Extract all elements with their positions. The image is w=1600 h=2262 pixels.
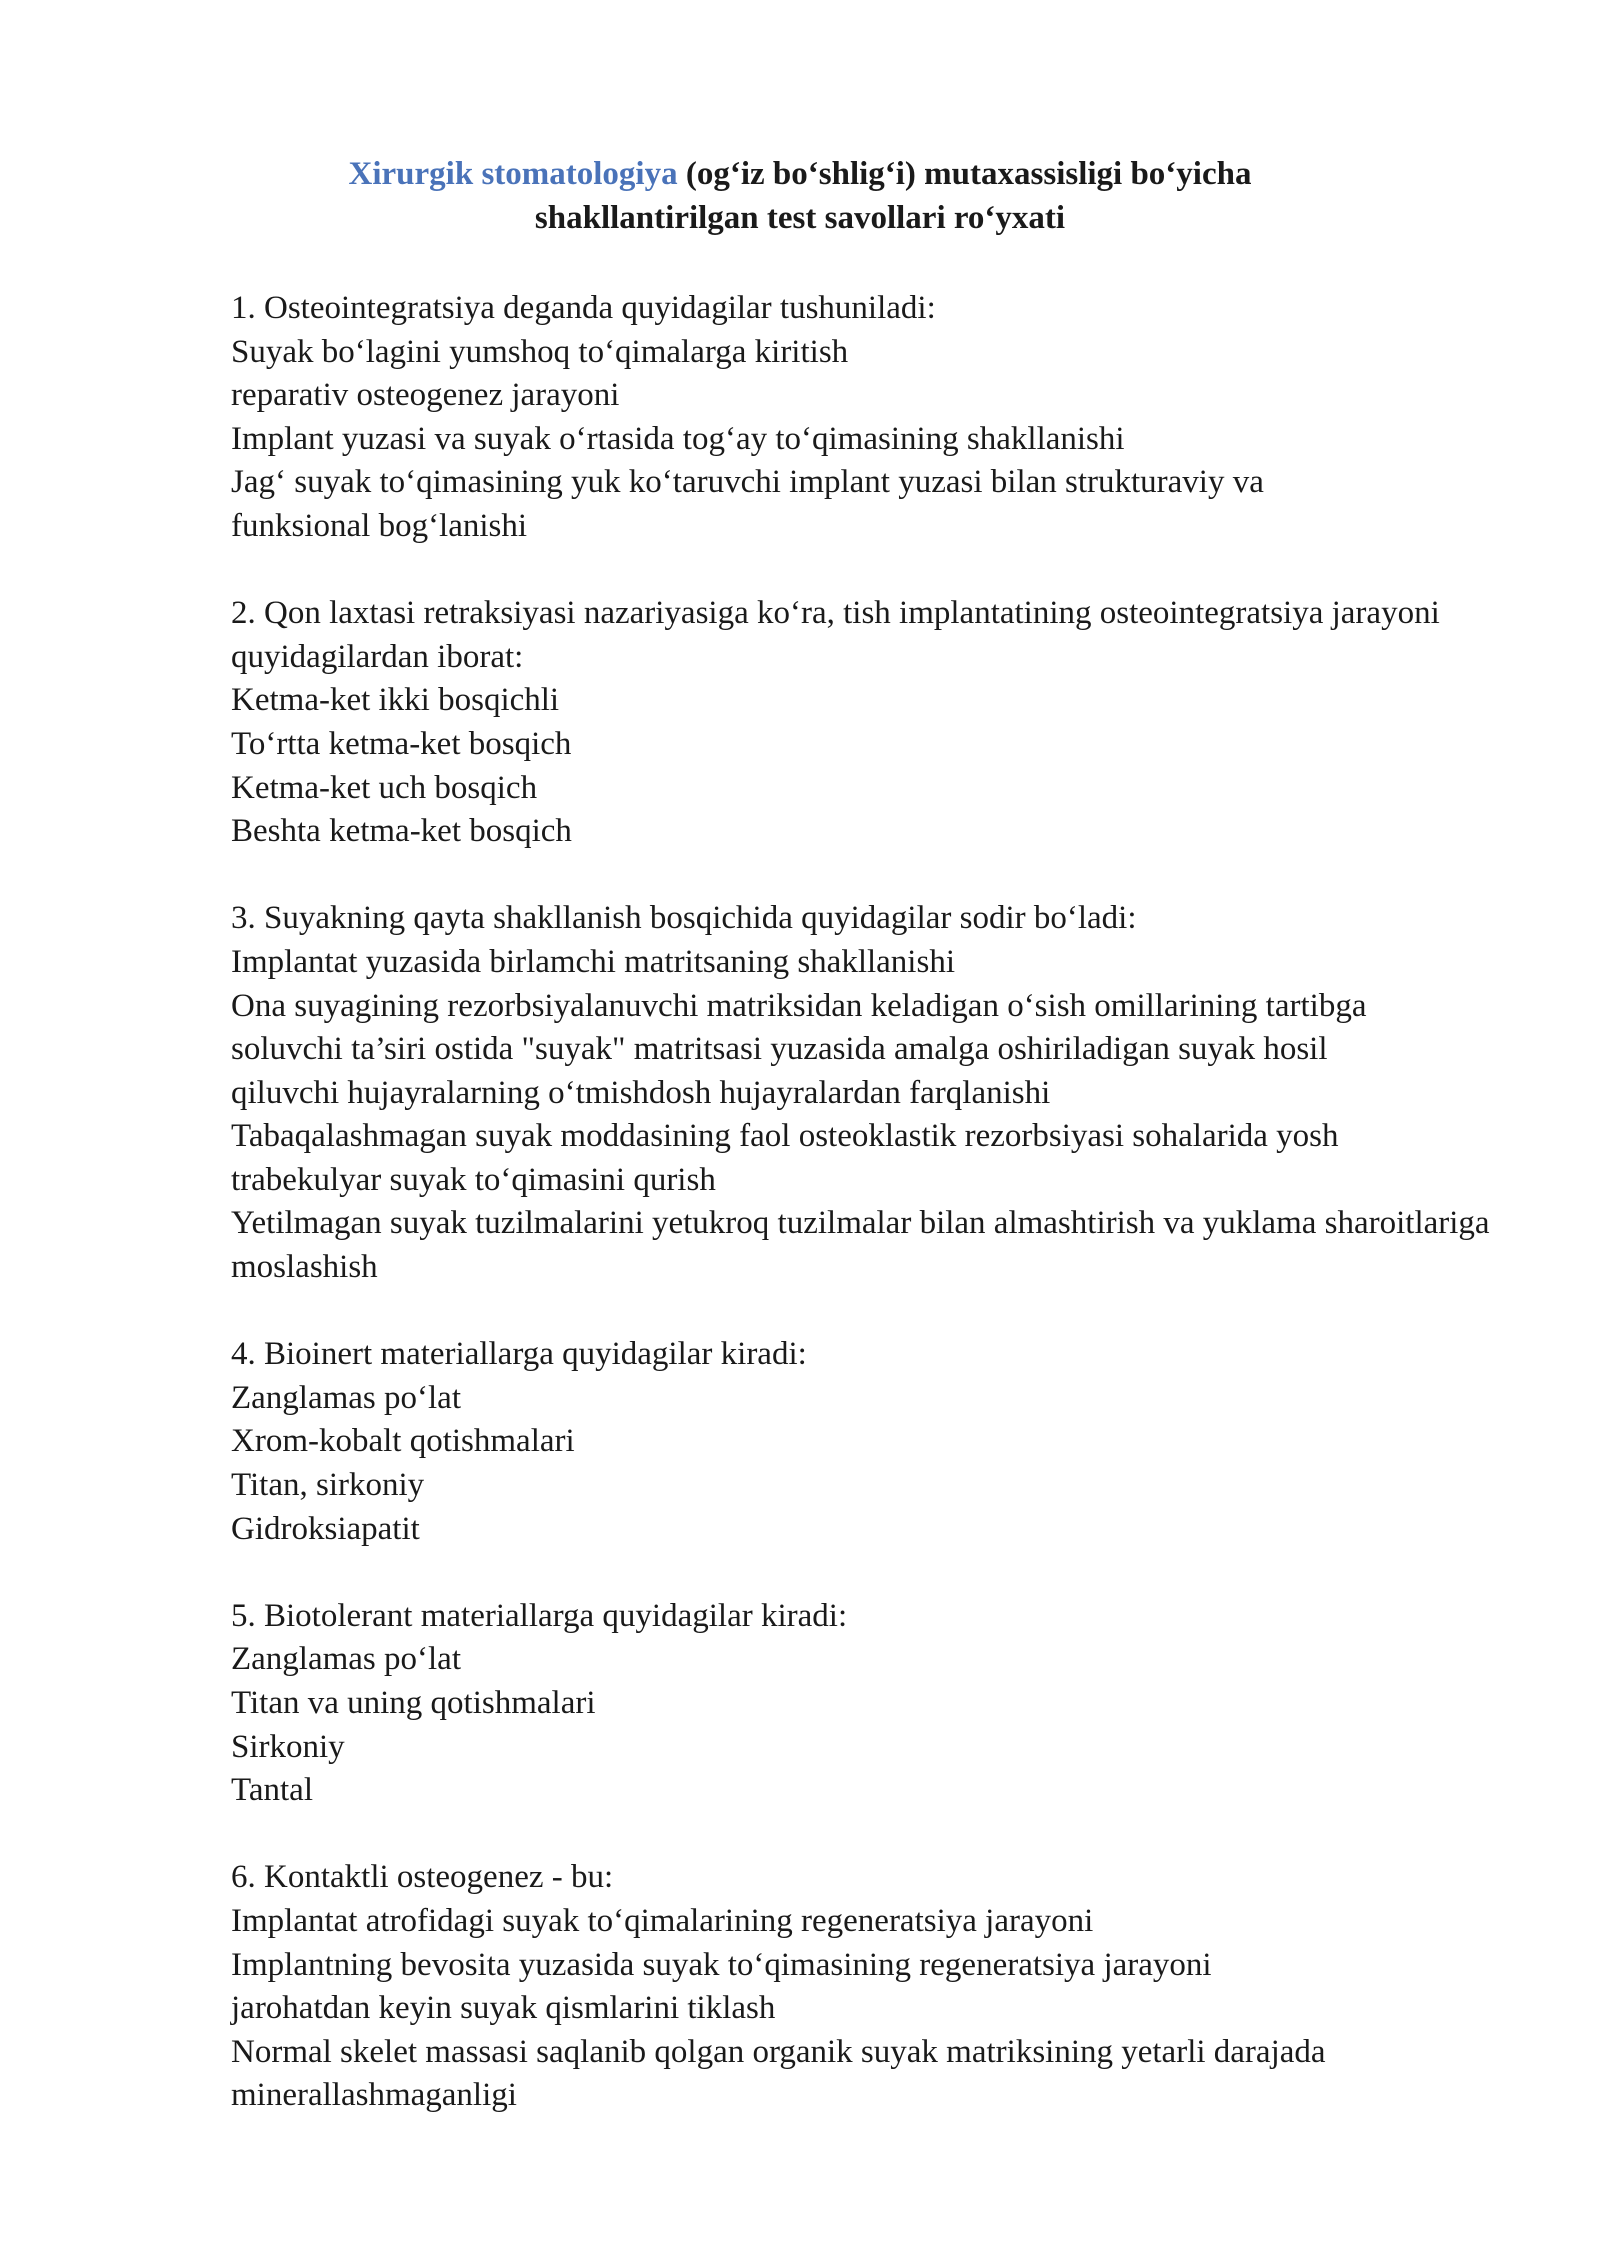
- answer-option: jarohatdan keyin suyak qismlarini tiklash: [231, 1990, 776, 2027]
- answer-option: Zanglamas po‘lat: [231, 1641, 462, 1678]
- question-5: [231, 1595, 1531, 1813]
- answer-option: reparativ osteogenez jarayoni: [231, 377, 620, 414]
- answer-option: Yetilmagan suyak tuzilmalarini yetukroq tuzilmalar bilan almashtirish va yuklama sharoitlariga moslashish: [231, 1205, 1490, 1286]
- question-text: 4. Bioinert materiallarga quyidagilar kiradi:: [231, 1336, 807, 1373]
- answer-option: Zanglamas po‘lat: [231, 1379, 462, 1416]
- question-text: 3. Suyakning qayta shakllanish bosqichida quyidagilar sodir bo‘ladi:: [231, 900, 1137, 937]
- answer-option: Implant yuzasi va suyak o‘rtasida tog‘ay to‘qimasining shakllanishi: [231, 420, 1125, 457]
- answer-option: Ketma-ket uch bosqich: [231, 769, 538, 806]
- question-4: [231, 1333, 1531, 1551]
- answer-option: Implantning bevosita yuzasida suyak to‘qimasining regeneratsiya jarayoni: [231, 1946, 1212, 1983]
- answer-option: Implantat yuzasida birlamchi matritsaning shakllanishi: [231, 943, 955, 980]
- question-2: [231, 592, 1531, 854]
- answer-option: Ona suyagining rezorbsiyalanuvchi matriksidan keladigan o‘sish omillarining tartibga soluvchi ta’siri ostida "suyak" matritsasi yuzasida amalga oshiriladigan suyak hosil qiluvchi hujayralarning o‘tmishdosh hujayralardan farqlanishi: [231, 987, 1367, 1111]
- question-6: [231, 1856, 1531, 2118]
- answer-option: Gidroksiapatit: [231, 1510, 420, 1547]
- title-accent: Xirurgik stomatologiya: [348, 156, 678, 192]
- answer-option: Tantal: [231, 1772, 313, 1809]
- question-1: [231, 287, 1531, 549]
- document-title: [200, 152, 1400, 240]
- answer-option: Tabaqalashmagan suyak moddasining faol osteoklastik rezorbsiyasi sohalarida yosh trabekulyar suyak to‘qimasini qurish: [231, 1118, 1339, 1198]
- question-text: 6. Kontaktli osteogenez - bu:: [231, 1859, 614, 1896]
- question-text: 1. Osteointegratsiya deganda quyidagilar tushuniladi:: [231, 290, 936, 326]
- answer-option: Xrom-kobalt qotishmalari: [231, 1423, 575, 1460]
- answer-option: Ketma-ket ikki bosqichli: [231, 682, 560, 719]
- title-line1-rest: (og‘iz bo‘shlig‘i) mutaxassisligi bo‘yicha: [677, 156, 1252, 192]
- answer-option: Sirkoniy: [231, 1728, 345, 1765]
- question-text: 5. Biotolerant materiallarga quyidagilar kiradi:: [231, 1597, 848, 1634]
- answer-option: Suyak bo‘lagini yumshoq to‘qimalarga kiritish: [231, 333, 849, 370]
- answer-option: Jag‘ suyak to‘qimasining yuk ko‘taruvchi implant yuzasi bilan strukturaviy va funksional bog‘lanishi: [231, 464, 1264, 544]
- answer-option: Normal skelet massasi saqlanib qolgan organik suyak matriksining yetarli darajada minerallashmaganligi: [231, 2033, 1326, 2114]
- question-list: [231, 287, 1531, 2162]
- answer-option: Beshta ketma-ket bosqich: [231, 813, 572, 850]
- answer-option: Implantat atrofidagi suyak to‘qimalarining regeneratsiya jarayoni: [231, 1902, 1094, 1939]
- answer-option: Titan va uning qotishmalari: [231, 1685, 596, 1721]
- question-text: 2. Qon laxtasi retraksiyasi nazariyasiga ko‘ra, tish implantatining osteointegratsiya jarayoni quyidagilardan iborat:: [231, 595, 1440, 675]
- question-3: [231, 897, 1531, 1289]
- title-line2: shakllantirilgan test savollari ro‘yxati: [534, 200, 1066, 236]
- answer-option: Titan, sirkoniy: [231, 1467, 425, 1504]
- answer-option: To‘rtta ketma-ket bosqich: [231, 725, 572, 762]
